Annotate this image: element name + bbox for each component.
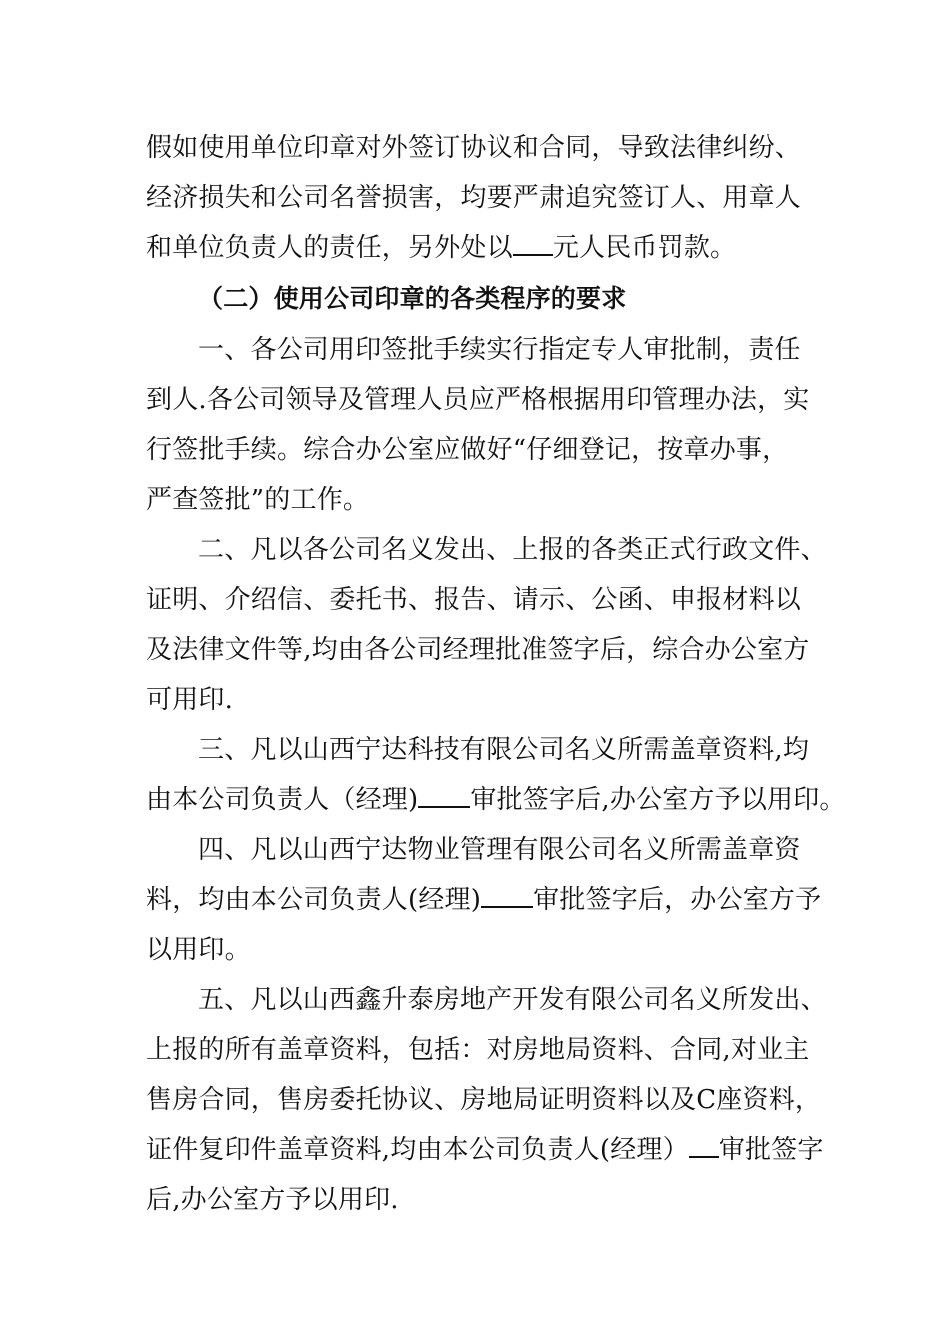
paragraph-line: [146, 884, 821, 916]
text: 以用印。: [146, 935, 251, 965]
text: 二、凡以各公司名义发出、上报的各类正式行政文件、: [198, 535, 827, 565]
text: 五、凡以山西鑫升泰房地产开发有限公司名义所发出、: [198, 985, 827, 1015]
paragraph-line: [198, 534, 827, 566]
text: 证件复印件盖章资料,均由本公司负责人(经理）: [146, 1135, 689, 1165]
text: 严查签批”的工作。: [146, 485, 370, 515]
text: 一、各公司用印签批手续实行指定专人审批制，责任: [198, 335, 801, 365]
paragraph-line: [198, 834, 801, 866]
text: 经济损失和公司名誉损害，均要严肃追究签订人、用章人: [146, 183, 802, 213]
text: 到人.各公司领导及管理人员应严格根据用印管理办法，实: [146, 385, 810, 415]
paragraph-line: [146, 1134, 824, 1166]
paragraph-line: [146, 434, 788, 466]
paragraph-line: [146, 1034, 809, 1066]
paragraph-line: [146, 1084, 821, 1116]
text: 三、凡以山西宁达科技有限公司名义所需盖章资料,均: [198, 735, 810, 765]
paragraph-line: [146, 182, 801, 214]
paragraph-line: [146, 934, 251, 966]
fill-blank: [418, 784, 470, 808]
section-heading: （二）使用公司印章的各类程序的要求: [198, 284, 627, 313]
text: 由本公司负责人（经理): [146, 785, 419, 815]
fill-blank: [689, 1134, 719, 1158]
text: 四、凡以山西宁达物业管理有限公司名义所需盖章资: [198, 835, 801, 865]
text: 审批签字后，办公室方予: [533, 885, 822, 915]
text: 后,办公室方予以用印.: [146, 1185, 399, 1215]
text: 假如使用单位印章对外签订协议和合同，导致法律纠纷、: [146, 133, 802, 163]
paragraph-line: [198, 984, 827, 1016]
text: 可用印.: [146, 685, 234, 715]
text: 及法律文件等,均由各公司经理批准签字后，综合办公室方: [146, 635, 810, 665]
fill-blank: [481, 884, 533, 908]
text: 料，均由本公司负责人(经理): [146, 885, 482, 915]
paragraph-line: [146, 784, 846, 816]
text: 售房合同，售房委托协议、房地局证明资料以及C座资料，: [146, 1085, 822, 1115]
paragraph-line: [146, 232, 736, 264]
text: 证明、介绍信、委托书、报告、请示、公函、申报材料以: [146, 585, 802, 615]
paragraph-line: [198, 334, 801, 366]
paragraph-line: [146, 132, 801, 164]
paragraph-line: [198, 734, 809, 766]
text: 元人民币罚款。: [552, 233, 737, 263]
paragraph-line: [146, 1184, 399, 1216]
fill-blank: [513, 232, 553, 256]
paragraph-line: [146, 634, 809, 666]
text: 上报的所有盖章资料，包括：对房地局资料、合同,对业主: [146, 1035, 810, 1065]
text: 审批签字后,办公室方予以用印。: [470, 785, 846, 815]
text: 和单位负责人的责任，另外处以: [146, 233, 513, 263]
text: 行签批手续。综合办公室应做好“仔细登记，按章办事，: [146, 435, 789, 465]
paragraph-line: [146, 684, 233, 716]
paragraph-line: [146, 384, 809, 416]
paragraph-line: [146, 484, 369, 516]
paragraph-line: [146, 584, 801, 616]
text: 审批签字: [718, 1135, 824, 1165]
